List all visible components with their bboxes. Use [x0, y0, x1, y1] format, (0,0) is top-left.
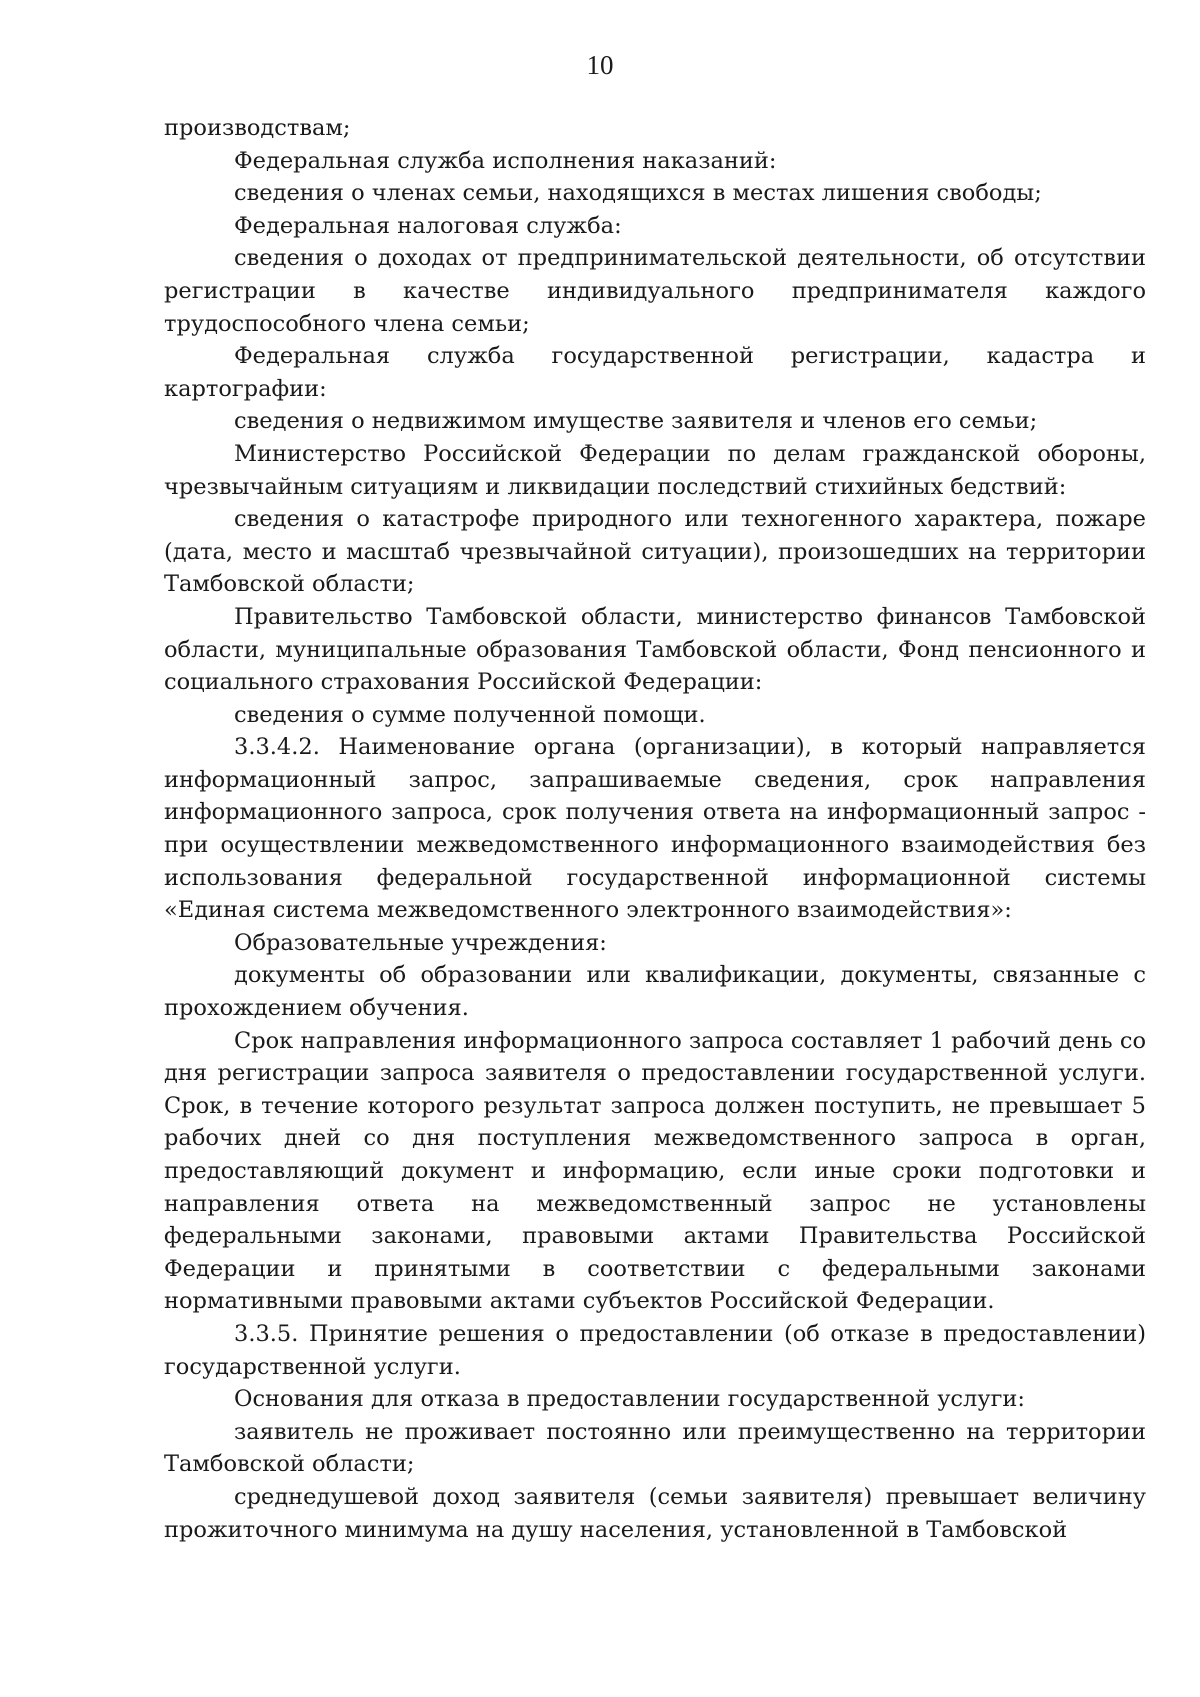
paragraph-fsin-heading: Федеральная служба исполнения наказаний: — [234, 147, 777, 174]
paragraph-refusal-grounds: Основания для отказа в предоставлении государственной услуги: — [234, 1386, 1025, 1413]
paragraph-refusal-income: среднедушевой доход заявителя (семьи заявителя) превышает величину прожиточного минимума на душу населения, установленной в Тамбовской — [164, 1483, 1146, 1543]
paragraph-rosreestr-info: сведения о недвижимом имуществе заявителя и членов его семьи; — [234, 408, 1038, 435]
paragraph-rosreestr-heading: Федеральная служба государственной регистрации, кадастра и картографии: — [164, 343, 1146, 402]
paragraph-mchs-info: сведения о катастрофе природного или техногенного характера, пожаре (дата, место и масштаб чрезвычайной ситуации), произошедших на территории Тамбовской области; — [164, 506, 1146, 598]
paragraph-fns-heading: Федеральная налоговая служба: — [234, 212, 622, 239]
paragraph-government-heading: Правительство Тамбовской области, министерство финансов Тамбовской области, муниципальные образования Тамбовской области, Фонд пенсионного и социального страхования Российской Федерации: — [164, 603, 1146, 696]
paragraph-education-heading: Образовательные учреждения: — [234, 929, 607, 956]
paragraph-education-info: документы об образовании или квалификации, документы, связанные с прохождением обучения. — [164, 962, 1146, 1022]
paragraph-request-deadline: Срок направления информационного запроса составляет 1 рабочий день со дня регистрации запроса заявителя о предоставлении государственной услуги. Срок, в течение которого результат запроса должен поступить, не превышает 5 рабочих дней со дня поступления межведомственного запроса в орган, предоставляющий документ и информацию, если иные сроки подготовки и направления ответа на межведомственный запрос не установлены федеральными законами, правовыми актами Правительства Российской Федерации и принятыми в соответствии с федеральными законами нормативными правовыми актами субъектов Российской Федерации. — [164, 1027, 1146, 1315]
document-body — [164, 112, 1146, 1546]
paragraph-fns-info: сведения о доходах от предпринимательской деятельности, об отсутствии регистрации в качестве индивидуального предпринимателя каждого трудоспособного члена семьи; — [164, 245, 1146, 337]
paragraph-government-info: сведения о сумме полученной помощи. — [234, 701, 706, 728]
page-number: 10 — [586, 50, 614, 80]
paragraph-continuation: производствам; — [164, 115, 351, 141]
paragraph-section-3-3-4-2: 3.3.4.2. Наименование органа (организации), в который направляется информационный запрос, запрашиваемые сведения, срок направления информационного запроса, срок получения ответа на информационный запрос - при осуществлении межведомственного информационного взаимодействия без использования федеральной государственной информационной системы «Единая система межведомственного электронного взаимодействия»: — [164, 734, 1146, 924]
paragraph-section-3-3-5: 3.3.5. Принятие решения о предоставлении (об отказе в предоставлении) государственной услуги. — [164, 1320, 1146, 1380]
paragraph-fsin-info: сведения о членах семьи, находящихся в местах лишения свободы; — [234, 180, 1042, 207]
paragraph-mchs-heading: Министерство Российской Федерации по делам гражданской обороны, чрезвычайным ситуациям и ликвидации последствий стихийных бедствий: — [164, 440, 1146, 500]
paragraph-refusal-residence: заявитель не проживает постоянно или преимущественно на территории Тамбовской области; — [164, 1418, 1146, 1478]
